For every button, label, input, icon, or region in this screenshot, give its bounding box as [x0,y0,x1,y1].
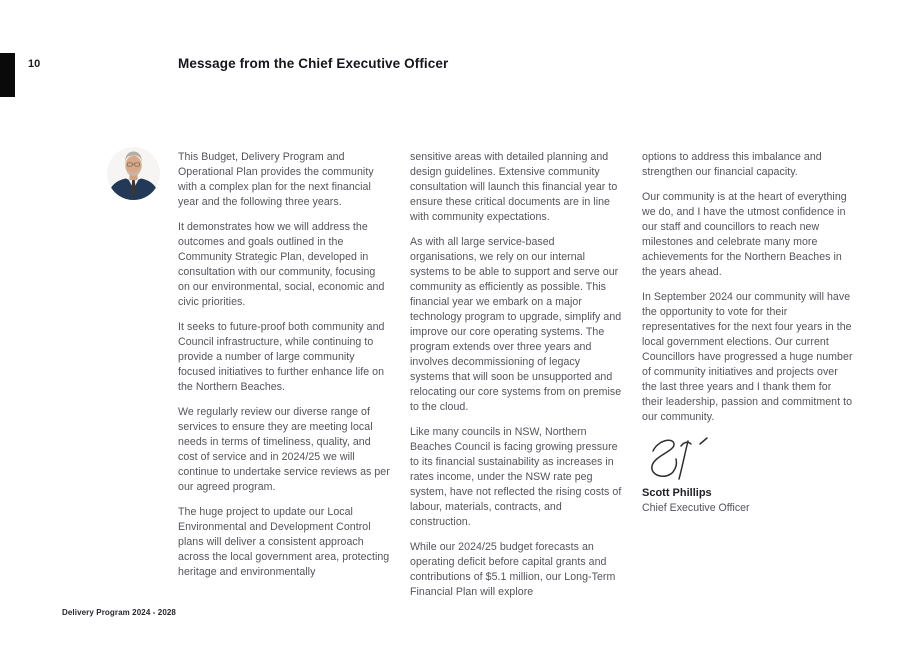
signature-mark-icon [644,435,719,483]
paragraph: As with all large service-based organisations, we rely on our internal systems to be able to support and serve our community as efficiently as possible. This financial year we embark on a major technology program to upgrade, simplify and improve our core operating systems. The program extends over three years and involves decommissioning of legacy systems that will soon be unsupported and relocating our core systems from on premise to the cloud. [410,236,622,413]
signatory-title: Chief Executive Officer [642,502,750,514]
paragraph: sensitive areas with detailed planning and design guidelines. Extensive community consultation will launch this financial year to ensure these critical documents are in line with community expectations. [410,151,618,223]
paragraph: It seeks to future-proof both community and Council infrastructure, while continuing to provide a number of large community focused initiatives to further enhance life on the Northern Beaches. [178,321,385,393]
page-number: 10 [28,58,41,70]
paragraph: Our community is at the heart of everything we do, and I have the utmost confidence in our staff and councillors to reach new milestones and celebrate many more achievements for the Northern Beaches in the years ahead. [642,191,847,278]
section-tab-marker [0,53,15,97]
paragraph: In September 2024 our community will have the opportunity to vote for their representatives for the next four years in the local government elections. Our current Councillors have progressed a huge number of community initiatives and projects over the last three years and I thank them for their leadership, passion and commitment to our community. [642,291,853,423]
text-column-1 [178,150,390,610]
paragraph: This Budget, Delivery Program and Operational Plan provides the community with a complex plan for the next financial year and the following three years. [178,151,374,208]
footer-text: Delivery Program 2024 - 2028 [62,608,176,617]
signatory-name: Scott Phillips [642,487,712,499]
paragraph: options to address this imbalance and strengthen our financial capacity. [642,151,822,178]
paragraph: While our 2024/25 budget forecasts an operating deficit before capital grants and contributions of $5.1 million, our Long-Term Financial Plan will explore [410,541,616,598]
signature-block [642,435,854,514]
portrait-illustration [107,147,160,200]
ceo-portrait-photo [107,147,160,200]
body-columns [178,150,856,610]
paragraph: It demonstrates how we will address the outcomes and goals outlined in the Community Strategic Plan, developed in consultation with our community, focusing on our environmental, social, economic and civic priorities. [178,221,385,308]
paragraph: Like many councils in NSW, Northern Beaches Council is facing growing pressure to its financial sustainability as increases in rates income, under the NSW rate peg system, have not reflected the rising costs of labour, materials, contracts, and construction. [410,426,622,528]
text-column-2 [410,150,622,610]
paragraph: The huge project to update our Local Environmental and Development Control plans will deliver a consistent approach across the local government area, protecting heritage and environmentally [178,506,390,578]
text-column-3 [642,150,854,610]
paragraph: We regularly review our diverse range of services to ensure they are meeting local needs in terms of timeliness, quality, and cost of service and in 2024/25 we will continue to undertake service reviews as per our agreed program. [178,406,390,493]
page-title: Message from the Chief Executive Officer [178,56,449,71]
